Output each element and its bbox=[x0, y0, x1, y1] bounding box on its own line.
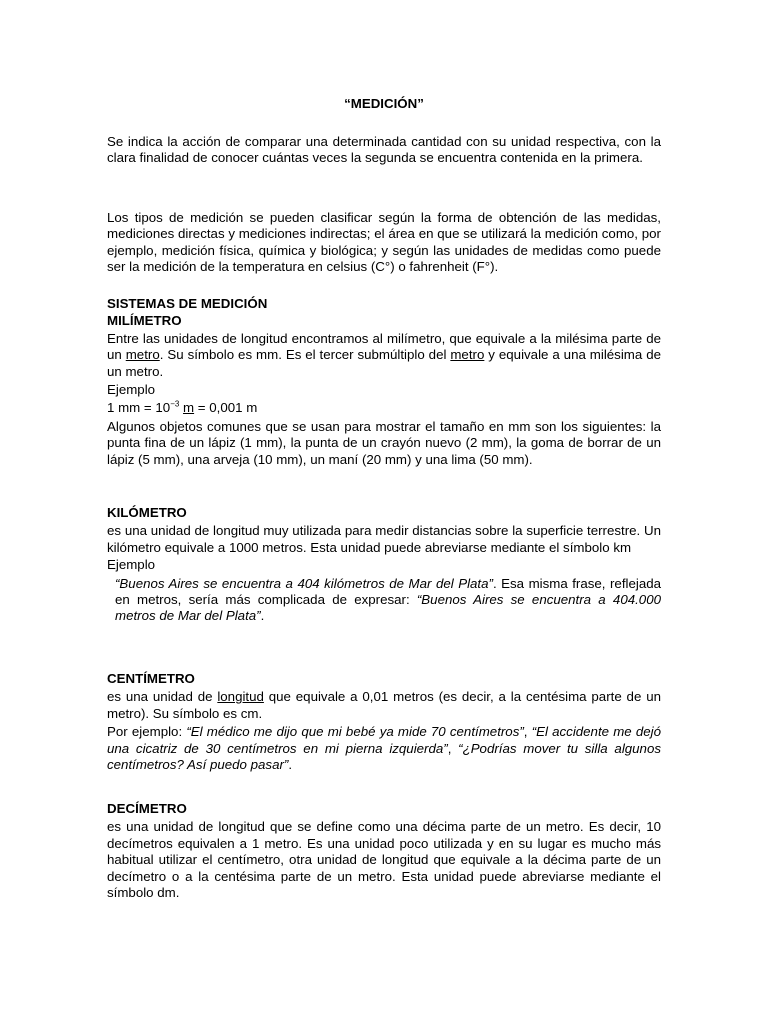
centimetro-example bbox=[107, 724, 661, 773]
centimetro-quote-1: “El médico me dijo que mi bebé ya mide 70 centímetros” bbox=[186, 724, 524, 740]
centimetro-def-part1: es una unidad de bbox=[107, 689, 218, 705]
kilometro-quote-1: “Buenos Aires se encuentra a 404 kilómetros de Mar del Plata” bbox=[115, 575, 493, 591]
centimetro-quote-3: “¿Podrías mover tu silla algunos centímetros? Así puedo pasar” bbox=[107, 740, 661, 773]
kilometro-example-mid: . Esa misma frase, reflejada en metros, sería más complicada de expresar: bbox=[115, 575, 662, 608]
milimetro-section bbox=[107, 296, 661, 468]
centimetro-example-prefix: Por ejemplo: bbox=[107, 724, 187, 740]
milimetro-objects: Algunos objetos comunes que se usan para mostrar el tamaño en mm son los siguientes: la punta fina de un lápiz (1 mm), la punta de un crayón nuevo (2 mm), la goma de borrar de un lápiz (5 mm), una arveja (10 mm), un maní (20 mm) y una lima (50 mm). bbox=[107, 418, 661, 467]
document-title: “MEDICIÓN” bbox=[344, 96, 424, 111]
milimetro-example-label: Ejemplo bbox=[107, 382, 156, 398]
milimetro-def-part1: Entre las unidades de longitud encontramos al milímetro, que equivale a la milésima parte de un bbox=[107, 330, 661, 363]
kilometro-example-label: Ejemplo bbox=[107, 557, 156, 573]
intro-paragraph-2: Los tipos de medición se pueden clasificar según la forma de obtención de las medidas, mediciones directas y mediciones indirectas; el área en que se utilizará la medición como, por ejemplo, medición física, química y biológica; y según las unidades de medidas como puede ser la medición de la temperatura en celsius (C°) o fahrenheit (F°). bbox=[107, 210, 661, 275]
metro-link-2[interactable]: metro bbox=[450, 347, 485, 363]
centimetro-sep-2: , bbox=[447, 740, 459, 756]
centimetro-def-part2: que equivale a 0,01 metros (es decir, a la centésima parte de un metro). Su símbolo es cm. bbox=[107, 689, 661, 721]
formula-unit-link[interactable]: m bbox=[183, 400, 195, 416]
systems-heading: SISTEMAS DE MEDICIÓN bbox=[107, 296, 268, 311]
milimetro-definition bbox=[107, 331, 661, 380]
centimetro-quote-2: “El accidente me dejó una cicatriz de 30 centímetros en mi pierna izquierda” bbox=[107, 724, 662, 756]
centimetro-heading: CENTÍMETRO bbox=[107, 671, 195, 686]
kilometro-heading: KILÓMETRO bbox=[107, 505, 187, 520]
milimetro-def-part2: . Su símbolo es mm. Es el tercer submúltiplo del bbox=[159, 347, 451, 363]
metro-link-1[interactable]: metro bbox=[125, 347, 160, 363]
decimetro-heading: DECÍMETRO bbox=[107, 801, 187, 816]
milimetro-def-part3: y equivale a una milésima de un metro. bbox=[107, 347, 661, 379]
longitud-link[interactable]: longitud bbox=[217, 689, 264, 705]
milimetro-heading: MILÍMETRO bbox=[107, 313, 182, 329]
decimetro-section bbox=[107, 801, 661, 901]
milimetro-formula bbox=[107, 400, 661, 416]
formula-right: = 0,001 m bbox=[194, 400, 258, 416]
decimetro-definition: es una unidad de longitud que se define como una décima parte de un metro. Es decir, 10 decímetros equivalen a 1 metro. Es una unidad poco utilizada y en su lugar es mucho más habitual utilizar el centímetro, otra unidad de longitud que equivale a la décima parte de un decímetro o a la centésima parte de un metro. Esta unidad puede abreviarse mediante el símbolo dm. bbox=[107, 819, 661, 901]
kilometro-example bbox=[107, 576, 661, 625]
kilometro-quote-2: “Buenos Aires se encuentra a 404.000 metros de Mar del Plata” bbox=[115, 592, 661, 624]
formula-exponent: −3 bbox=[170, 400, 180, 410]
kilometro-definition: es una unidad de longitud muy utilizada para medir distancias sobre la superficie terrestre. Un kilómetro equivale a 1000 metros. Esta unidad puede abreviarse mediante el símbolo km bbox=[107, 523, 661, 555]
formula-left: 1 mm = 10 bbox=[107, 400, 171, 416]
kilometro-example-end: . bbox=[260, 608, 265, 624]
centimetro-definition bbox=[107, 689, 661, 722]
centimetro-sep-1: , bbox=[523, 724, 532, 740]
intro-paragraph-1: Se indica la acción de comparar una determinada cantidad con su unidad respectiva, con la clara finalidad de conocer cuántas veces la segunda se encuentra contenida en la primera. bbox=[107, 134, 661, 166]
kilometro-section bbox=[107, 505, 661, 625]
centimetro-end: . bbox=[288, 757, 293, 773]
centimetro-section bbox=[107, 671, 661, 773]
